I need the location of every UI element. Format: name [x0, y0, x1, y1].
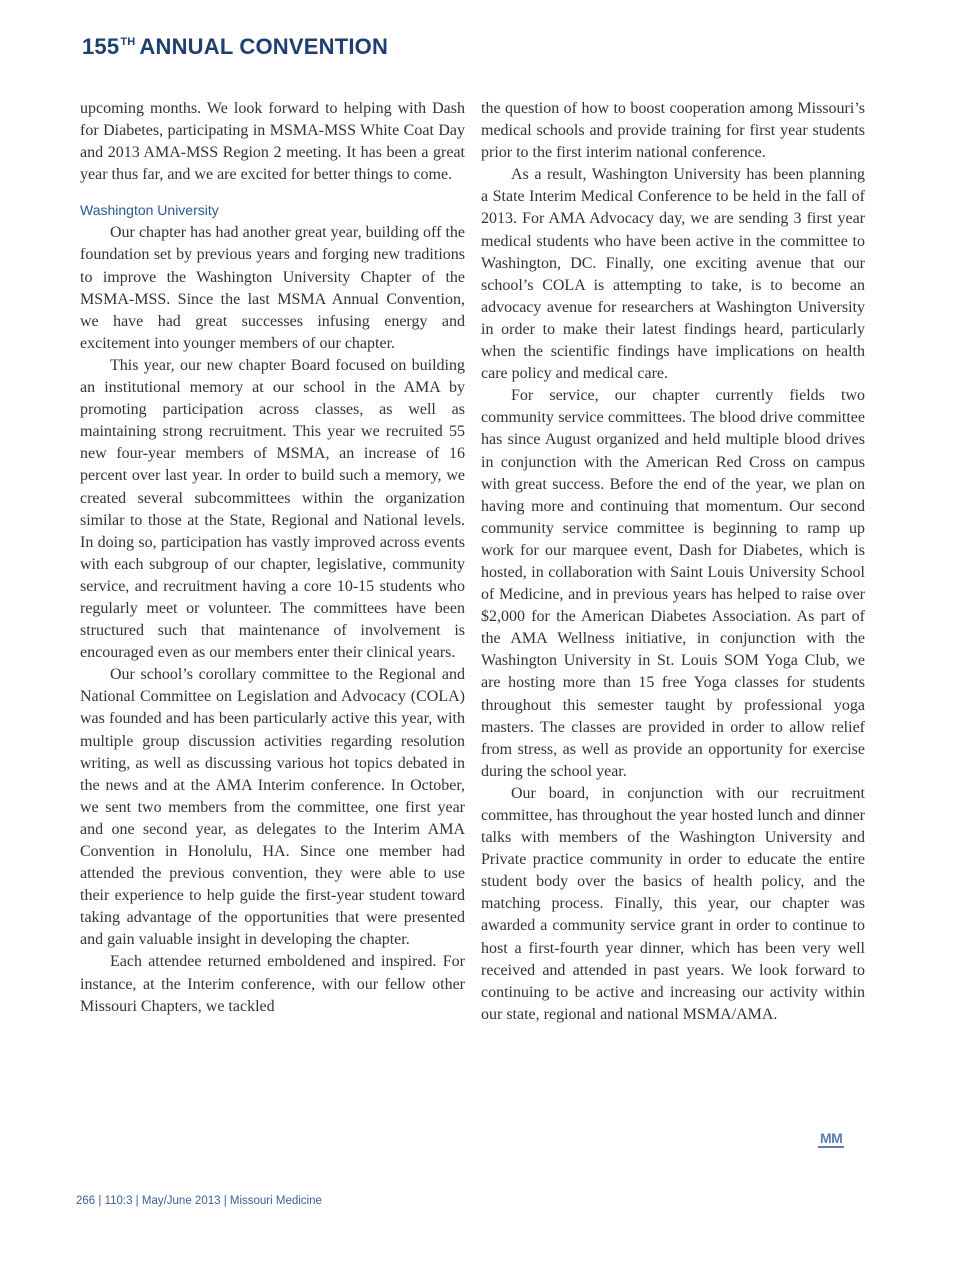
page-footer: 266 | 110:3 | May/June 2013 | Missouri Medicine [76, 1195, 322, 1207]
continued-paragraph: the question of how to boost cooperation among Missouri’s medical schools and provide training for first year students prior to the first interim national conference. [481, 100, 865, 162]
body-paragraph: As a result, Washington University has been planning a State Interim Medical Conference to be held in the fall of 2013. For AMA Advocacy day, we are sending 3 first year medical students who have been active in the committee to Washington, DC. Finally, one exciting avenue that our school’s COLA is attempting to take, is to become an advocacy avenue for researchers at Washington University in order to make their latest findings heard, particularly when the scientific findings have implications on health care policy and medical care. [481, 166, 865, 383]
section-heading: Washington University [80, 202, 219, 219]
header-number: 155 [82, 34, 120, 59]
end-of-article-mark: MM [820, 1130, 843, 1146]
body-paragraph: Our chapter has had another great year, building off the foundation set by previous years and forging new traditions to improve the Washington University Chapter of the MSMA-MSS. Since the last MSMA Annual Convention, we have had great successes infusing energy and excitement into younger members of our chapter. [80, 224, 465, 352]
header-title-text: ANNUAL CONVENTION [139, 34, 389, 59]
header-superscript: TH [120, 36, 136, 48]
intro-paragraph: upcoming months. We look forward to helping with Dash for Diabetes, participating in MSMA-MSS White Coat Day and 2013 AMA-MSS Region 2 meeting. It has been a great year thus far, and we are excited for better things to come. [80, 100, 465, 184]
page-header-title [82, 34, 388, 60]
body-paragraph: Our board, in conjunction with our recruitment committee, has throughout the year hosted lunch and dinner talks with members of the Washington University and Private practice community in order to educate the entire student body over the basics of health policy, and the matching process. Finally, this year, our chapter was awarded a community service grant in order to continue to host a first-fourth year dinner, which has been very well received and attended in past years. We look forward to continuing to be active and increasing our activity within our state, regional and national MSMA/AMA. [481, 784, 865, 1023]
body-paragraph: For service, our chapter currently fields two community service committees. The blood drive committee has since August organized and held multiple blood drives in conjunction with the American Red Cross on campus with great success. Before the end of the year, we plan on having more and continuing that momentum. Our second community service committee is beginning to ramp up work for our marquee event, Dash for Diabetes, which is hosted, in collaboration with Saint Louis University School of Medicine, and in previous years has helped to raise over $2,000 for the American Diabetes Association. As part of the AMA Wellness initiative, in conjunction with the Washington University in St. Louis SOM Yoga Club, we are hosting more than 15 free Yoga classes for students throughout this semester taught by professional yoga masters. The classes are provided in order to allow relief from stress, as well as provide an opportunity for exercise during the school year. [481, 387, 865, 780]
right-column [481, 98, 865, 1026]
body-paragraph: Each attendee returned emboldened and inspired. For instance, at the Interim conference, with our fellow other Missouri Chapters, we tackled [80, 953, 465, 1015]
body-paragraph: Our school’s corollary committee to the Regional and National Committee on Legislation and Advocacy (COLA) was founded and has been particularly active this year, with multiple group discussion activities regarding resolution writing, as well as discussing various hot topics debated in the news and at the AMA Interim conference. In October, we sent two members from the committee, one first year and one second year, as delegates to the Interim AMA Convention in Honolulu, HA. Since one member had attended the previous convention, they were able to use their experience to help guide the first-year student toward taking advantage of the opportunities that were presented and gain valuable insight in developing the chapter. [80, 666, 465, 949]
body-paragraph: This year, our new chapter Board focused on building an institutional memory at our school in the AMA by promoting participation across classes, as well as maintaining strong recruitment. This year we recruited 55 new four-year members of MSMA, an increase of 16 percent over last year. In order to build such a memory, we created several subcommittees within the organization similar to those at the State, Regional and National levels. In doing so, participation has vastly improved across events with each subgroup of our chapter, legislative, community service, and recruitment having a core 10-15 students who regularly meet or volunteer. The committees have been structured such that maintenance of involvement is encouraged even as our members enter their clinical years. [80, 356, 465, 662]
left-column [80, 98, 465, 1018]
